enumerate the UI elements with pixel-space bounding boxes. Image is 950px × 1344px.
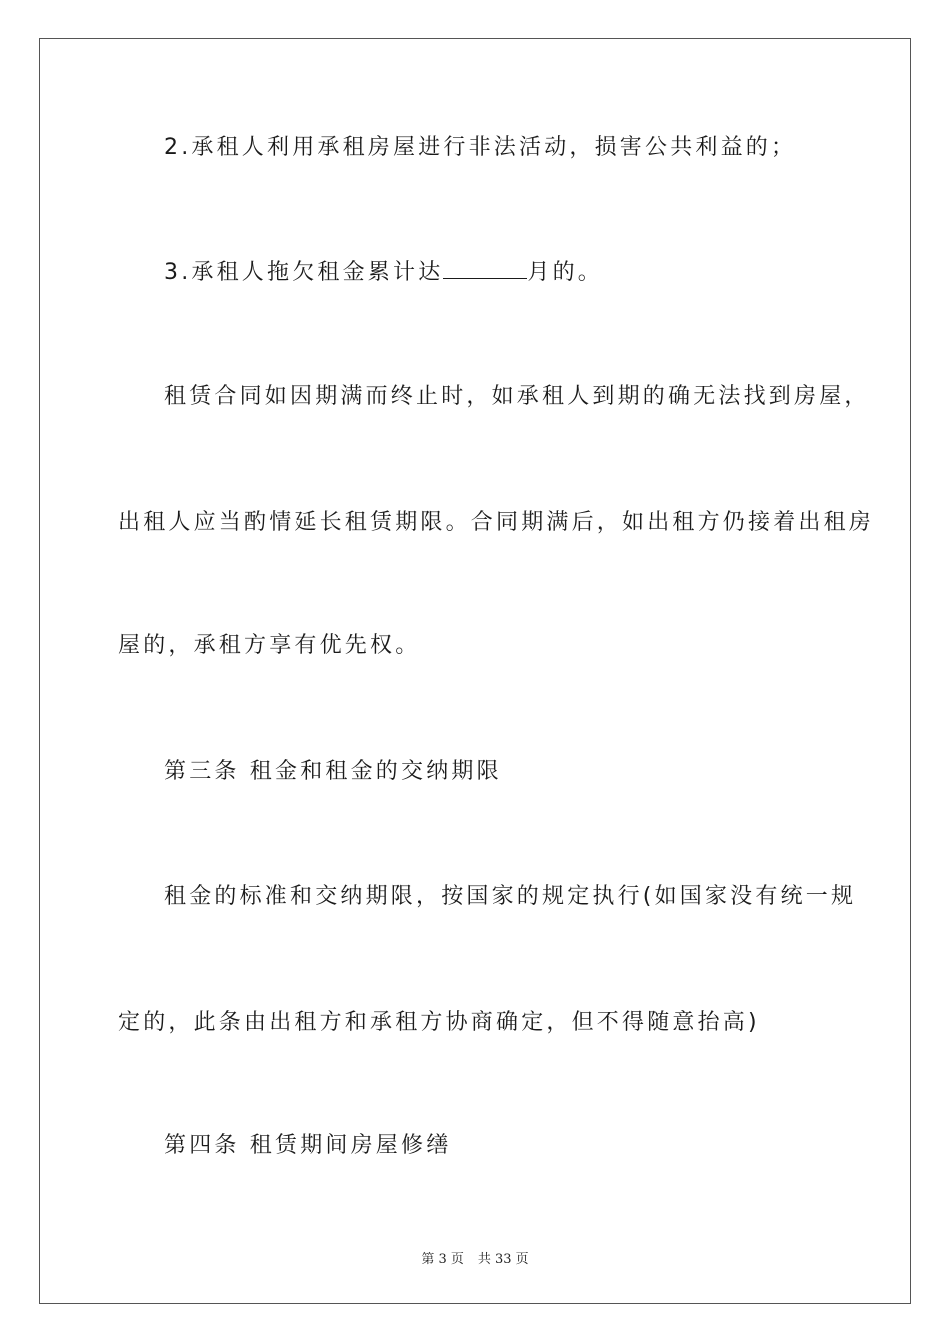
clause-2: 2.承租人利用承租房屋进行非法活动，损害公共利益的； (164, 135, 797, 160)
paragraph-line: 屋的，承租方享有优先权。 (118, 633, 421, 658)
page-footer (0, 1248, 950, 1267)
page-number: 第 3 页 (421, 1252, 464, 1267)
article-4-heading: 第四条 租赁期间房屋修缮 (164, 1133, 452, 1158)
paragraph-line: 租赁合同如因期满而终止时，如承租人到期的确无法找到房屋， (164, 384, 870, 409)
clause-3 (164, 258, 603, 286)
clause-3-text: 3.承租人拖欠租金累计达 (164, 260, 444, 285)
paragraph-line: 定的，此条由出租方和承租方协商确定，但不得随意抬高) (118, 1010, 760, 1035)
page-total: 共 33 页 (477, 1252, 529, 1267)
clause-3-suffix: 月的。 (527, 260, 604, 285)
page-border (39, 38, 911, 1304)
blank-underline (443, 258, 527, 279)
paragraph-line: 租金的标准和交纳期限，按国家的规定执行(如国家没有统一规 (164, 884, 857, 909)
paragraph-line: 出租人应当酌情延长租赁期限。合同期满后，如出租方仍接着出租房 (118, 510, 875, 535)
article-3-heading: 第三条 租金和租金的交纳期限 (164, 759, 502, 784)
